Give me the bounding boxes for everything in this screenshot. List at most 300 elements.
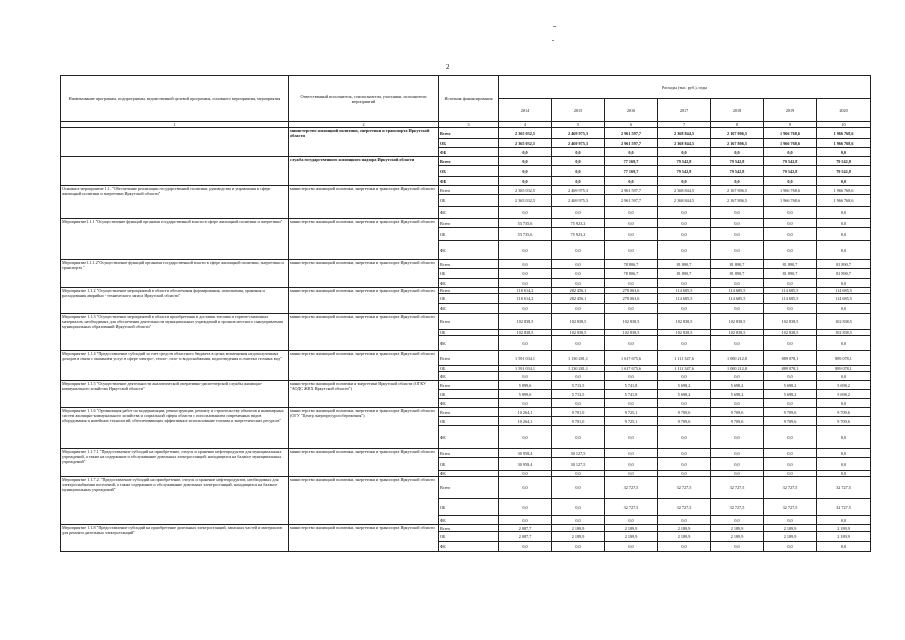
expense-value: 0,0 <box>658 241 711 260</box>
funding-source: ФБ <box>439 241 499 260</box>
expense-value: 0,0 <box>499 471 552 477</box>
expense-value: 0,0 <box>711 207 764 219</box>
expense-value: 102 838,5 <box>764 330 817 336</box>
expense-value: 102 838,5 <box>711 314 764 330</box>
column-number: 2 <box>289 122 439 128</box>
expense-value: 114 685,5 <box>711 294 764 304</box>
page-number: 2 <box>446 63 450 71</box>
expense-value: 10 264,1 <box>499 417 552 426</box>
expense-value: 0,0 <box>499 148 552 157</box>
expense-value: 0,0 <box>499 499 552 516</box>
header-year: 2017 <box>658 99 711 122</box>
expense-value: 0,0 <box>711 241 764 260</box>
table-row <box>61 157 871 166</box>
executor: министерство жилищной политики, энергетики и транспорта Иркутской области <box>289 477 439 525</box>
expense-value: 0,0 <box>552 177 605 186</box>
funding-source: ОБ <box>439 499 499 516</box>
table-row <box>61 381 871 390</box>
expense-value: 81 890,7 <box>764 269 817 279</box>
expense-value: 0,0 <box>764 516 817 525</box>
expense-value: 5 713,5 <box>552 390 605 399</box>
expense-value: 5 899,6 <box>499 390 552 399</box>
expense-value: 114 685,5 <box>711 288 764 294</box>
activity-name: Мероприятие 1.1.4 "Предоставление субсидий за счет средств областного бюджета в целях возмещения недополученных доходов в связи с оказанием услуг в сфере электро-, тепло-, газо- и водоснабжения, водоотведения и очистки сточных вод" <box>61 351 289 381</box>
expense-value: 102 838,5 <box>817 314 871 330</box>
expense-value: 78 806,7 <box>605 269 658 279</box>
expense-value: 0,0 <box>499 157 552 166</box>
expense-value: 2 189,9 <box>552 525 605 532</box>
expense-value: 0,0 <box>605 219 658 228</box>
expense-value: 102 838,5 <box>499 314 552 330</box>
expense-value: 5 698,2 <box>817 390 871 399</box>
expense-value: 0,0 <box>499 207 552 219</box>
expense-value: 2 189,9 <box>711 525 764 532</box>
expense-value: 102 838,5 <box>552 330 605 336</box>
header-executor-col: Ответственный исполнитель, соисполнители, участники, исполнители мероприятий <box>289 76 439 122</box>
expense-value: 0,0 <box>499 304 552 314</box>
expense-value: 32 727,5 <box>817 477 871 499</box>
expense-value: 889 078,1 <box>817 366 871 372</box>
funding-source: ФБ <box>439 426 499 449</box>
expense-value: 0,0 <box>658 148 711 157</box>
expense-value: 102 838,5 <box>658 314 711 330</box>
table-row <box>61 525 871 532</box>
expense-value: 2 469 975,3 <box>552 186 605 195</box>
expense-value: 0,0 <box>605 177 658 186</box>
budget-table-container <box>60 75 870 552</box>
expense-value: 1 966 768,6 <box>817 128 871 139</box>
expense-value: 9 709,6 <box>658 408 711 417</box>
expense-value: 0,0 <box>605 372 658 381</box>
expense-value: 5 741,8 <box>605 381 658 390</box>
funding-source: ОБ <box>439 417 499 426</box>
expense-value: 2 368 844,5 <box>658 186 711 195</box>
expense-value: 0,0 <box>764 177 817 186</box>
table-row <box>61 260 871 269</box>
expense-value: 79 542,8 <box>711 157 764 166</box>
expense-value: 81 890,7 <box>764 260 817 269</box>
expense-value: 79 542,8 <box>764 166 817 177</box>
column-number: 1 <box>61 122 289 128</box>
funding-source: ОБ <box>439 458 499 471</box>
expense-value: 2 368 844,5 <box>658 128 711 139</box>
activity-name: Мероприятие 1.1.8 "Предоставление субсидий на приобретение дизельных электростанций, запасных частей и материалов для ремонта дизельных электростанций" <box>61 525 289 552</box>
funding-source: ОБ <box>439 269 499 279</box>
executor: министерство жилищной политики, энергетики и транспорта Иркутской области <box>289 525 439 552</box>
expense-value: 32 727,5 <box>658 477 711 499</box>
executor: министерство жилищной политики, энергетики и транспорта Иркутской области <box>289 288 439 314</box>
funding-source: Всего <box>439 381 499 390</box>
expense-value: 0,0 <box>764 241 817 260</box>
expense-value: 81 890,7 <box>711 269 764 279</box>
expense-value: 1 966 768,6 <box>764 139 817 148</box>
header-year: 2015 <box>552 99 605 122</box>
activity-name <box>61 157 289 186</box>
expense-value: 0,0 <box>764 148 817 157</box>
table-row <box>61 408 871 417</box>
funding-source: ОБ <box>439 366 499 372</box>
expense-value: 0,0 <box>817 279 871 288</box>
expense-value: 9 709,6 <box>764 417 817 426</box>
expense-value: 5 698,2 <box>711 381 764 390</box>
expense-value: 889 078,1 <box>764 366 817 372</box>
expense-value: 2 189,9 <box>658 525 711 532</box>
expense-value: 2 189,9 <box>711 532 764 542</box>
expense-value: 0,0 <box>552 269 605 279</box>
expense-value: 2 365 032,5 <box>499 186 552 195</box>
expense-value: 102 838,5 <box>499 330 552 336</box>
table-row <box>61 351 871 366</box>
expense-value: 0,0 <box>605 279 658 288</box>
expense-value: 0,0 <box>817 542 871 552</box>
funding-source: Всего <box>439 260 499 269</box>
expense-value: 0,0 <box>658 458 711 471</box>
funding-source: ФБ <box>439 177 499 186</box>
funding-source: ОБ <box>439 139 499 148</box>
expense-value: 102 838,5 <box>605 330 658 336</box>
expense-value: 81 890,7 <box>658 269 711 279</box>
funding-source: ФБ <box>439 471 499 477</box>
budget-table <box>60 75 871 552</box>
table-row <box>61 477 871 499</box>
expense-value: 2 365 032,5 <box>499 128 552 139</box>
funding-source: ОБ <box>439 195 499 207</box>
expense-value: 0,0 <box>499 426 552 449</box>
expense-value: 2 189,9 <box>658 532 711 542</box>
expense-value: 0,0 <box>817 207 871 219</box>
expense-value: 30 127,5 <box>552 458 605 471</box>
expense-value: 32 727,5 <box>764 499 817 516</box>
expense-value: 0,0 <box>552 471 605 477</box>
expense-value: 0,0 <box>605 399 658 408</box>
expense-value: 0,0 <box>499 516 552 525</box>
expense-value: 1 130 281,1 <box>552 351 605 366</box>
expense-value: 0,0 <box>499 477 552 499</box>
expense-value: 282 456,1 <box>552 294 605 304</box>
expense-value: 0,0 <box>764 219 817 228</box>
table-row <box>61 219 871 228</box>
expense-value: 77 169,7 <box>605 157 658 166</box>
expense-value: 0,0 <box>764 279 817 288</box>
expense-value: 2 189,9 <box>552 532 605 542</box>
expense-value: 0,0 <box>817 148 871 157</box>
expense-value: 889 078,1 <box>817 351 871 366</box>
expense-value: 0,0 <box>817 471 871 477</box>
expense-value: 0,0 <box>658 399 711 408</box>
expense-value: 278 063,6 <box>605 288 658 294</box>
expense-value: 0,0 <box>817 219 871 228</box>
expense-value: 2 167 806,5 <box>711 186 764 195</box>
expense-value: 1 617 675,6 <box>605 351 658 366</box>
expense-value: 0,0 <box>711 148 764 157</box>
executor: министерство жилищной политики, энергетики и транспорта Иркутской области <box>289 449 439 477</box>
table-row <box>61 186 871 195</box>
expense-value: 5 899,6 <box>499 381 552 390</box>
expense-value: 0,0 <box>764 228 817 241</box>
expense-value: 0,0 <box>817 177 871 186</box>
funding-source: Всего <box>439 219 499 228</box>
expense-value: 32 727,5 <box>764 477 817 499</box>
expense-value: 81 890,7 <box>817 269 871 279</box>
expense-value: 0,0 <box>764 399 817 408</box>
expense-value: 5 698,2 <box>817 381 871 390</box>
expense-value: 0,0 <box>658 207 711 219</box>
expense-value: 0,0 <box>711 458 764 471</box>
expense-value: 0,0 <box>605 542 658 552</box>
expense-value: 118 614,2 <box>499 294 552 304</box>
expense-value: 0,0 <box>711 177 764 186</box>
expense-value: 114 685,5 <box>817 294 871 304</box>
expense-value: 0,0 <box>658 542 711 552</box>
expense-value: 0,0 <box>711 449 764 458</box>
scan-speck <box>552 40 554 41</box>
funding-source: ОБ <box>439 294 499 304</box>
header-year: 2018 <box>711 99 764 122</box>
expense-value: 1 966 768,6 <box>817 186 871 195</box>
expense-value: 0,0 <box>764 542 817 552</box>
expense-value: 32 727,5 <box>711 499 764 516</box>
column-number: 3 <box>439 122 499 128</box>
column-number: 4 <box>499 122 552 128</box>
expense-value: 278 063,6 <box>605 294 658 304</box>
activity-name <box>61 128 289 157</box>
expense-value: 2 365 032,5 <box>499 195 552 207</box>
expense-value: 9 709,6 <box>711 408 764 417</box>
expense-value: 9 701,0 <box>552 408 605 417</box>
expense-value: 0,0 <box>711 304 764 314</box>
expense-value: 0,0 <box>499 177 552 186</box>
expense-value: 2 189,9 <box>605 525 658 532</box>
expense-value: 0,0 <box>711 372 764 381</box>
expense-value: 0,0 <box>711 399 764 408</box>
expense-value: 0,0 <box>605 207 658 219</box>
expense-value: 5 698,2 <box>711 390 764 399</box>
expense-value: 0,0 <box>711 228 764 241</box>
expense-value: 114 685,5 <box>658 294 711 304</box>
expense-value: 0,0 <box>658 177 711 186</box>
expense-value: 0,0 <box>552 516 605 525</box>
expense-value: 114 685,5 <box>658 288 711 294</box>
expense-value: 118 614,2 <box>499 288 552 294</box>
expense-value: 0,0 <box>552 304 605 314</box>
expense-value: 2 167 806,5 <box>711 128 764 139</box>
expense-value: 0,0 <box>605 228 658 241</box>
table-row <box>61 314 871 330</box>
expense-value: 0,0 <box>552 372 605 381</box>
expense-value: 0,0 <box>552 336 605 351</box>
expense-value: 0,0 <box>658 219 711 228</box>
expense-value: 0,0 <box>711 542 764 552</box>
expense-value: 1 966 768,6 <box>764 128 817 139</box>
funding-source: Всего <box>439 477 499 499</box>
expense-value: 1 000 212,8 <box>711 351 764 366</box>
column-number: 7 <box>658 122 711 128</box>
expense-value: 0,0 <box>764 426 817 449</box>
expense-value: 0,0 <box>552 542 605 552</box>
expense-value: 79 542,8 <box>817 166 871 177</box>
expense-value: 0,0 <box>552 148 605 157</box>
expense-value: 75 923,2 <box>552 219 605 228</box>
header-year: 2019 <box>764 99 817 122</box>
funding-source: ФБ <box>439 516 499 525</box>
expense-value: 0,0 <box>711 471 764 477</box>
expense-value: 102 838,5 <box>817 330 871 336</box>
activity-name: Мероприятие 1.1.3 "Осуществление мероприятий в области приобретения и доставки топлива и горюче-смазочных материалов, необходимых для обеспечения деятельности муниципальных учреждений и органов местного самоуправления муниципальных образований Иркутской области" <box>61 314 289 351</box>
expense-value: 5 698,2 <box>658 381 711 390</box>
header-name-col: Наименование программы, подпрограммы, ведомственной целевой программы, основного мероприятия, мероприятия <box>61 76 289 122</box>
activity-name: Мероприятие 1.1.2 "Осуществление мероприятий в области обеспечения формирования, пополнения, хранения и расходования аварийно - технического запаса Иркутской области" <box>61 288 289 314</box>
expense-value: 102 838,5 <box>552 314 605 330</box>
funding-source: ФБ <box>439 304 499 314</box>
header-expenses: Расходы (тыс. руб.), годы <box>499 76 871 99</box>
expense-value: 0,0 <box>764 471 817 477</box>
expense-value: 0,0 <box>552 241 605 260</box>
expense-value: 0,0 <box>499 279 552 288</box>
funding-source: ФБ <box>439 207 499 219</box>
expense-value: 0,0 <box>658 471 711 477</box>
expense-value: 0,0 <box>552 166 605 177</box>
expense-value: 32 727,5 <box>605 499 658 516</box>
expense-value: 0,0 <box>764 458 817 471</box>
expense-value: 0,0 <box>711 279 764 288</box>
expense-value: 32 727,5 <box>817 499 871 516</box>
expense-value: 81 890,7 <box>711 260 764 269</box>
expense-value: 9 701,0 <box>552 417 605 426</box>
expense-value: 1 591 034,1 <box>499 351 552 366</box>
funding-source: ФБ <box>439 372 499 381</box>
expense-value: 0,0 <box>711 426 764 449</box>
expense-value: 10 264,1 <box>499 408 552 417</box>
executor: служба государственного жилищного надзора Иркутской области <box>289 157 439 186</box>
expense-value: 79 542,8 <box>711 166 764 177</box>
expense-value: 0,0 <box>605 304 658 314</box>
expense-value: 1 966 768,6 <box>817 195 871 207</box>
executor: министерство жилищной политики и энергетики Иркутской области (ОГКУ "АОДС ЖКХ Иркутской области") <box>289 381 439 408</box>
activity-name: Мероприятие 1.1.5 "Осуществление деятельности аналитической оперативно-диспетчерской службы жилищно-коммунального хозяйства Иркутской области" <box>61 381 289 408</box>
expense-value: 0,0 <box>817 372 871 381</box>
expense-value: 282 456,1 <box>552 288 605 294</box>
expense-value: 79 542,8 <box>764 157 817 166</box>
expense-value: 9 709,6 <box>711 417 764 426</box>
expense-value: 2 087,7 <box>499 532 552 542</box>
expense-value: 1 617 675,6 <box>605 366 658 372</box>
expense-value: 0,0 <box>552 477 605 499</box>
expense-value: 2 167 806,5 <box>711 195 764 207</box>
expense-value: 30 127,5 <box>552 449 605 458</box>
expense-value: 0,0 <box>764 336 817 351</box>
expense-value: 9 709,6 <box>817 408 871 417</box>
header-source-col: Источник финансирования <box>439 76 499 122</box>
expense-value: 0,0 <box>817 336 871 351</box>
expense-value: 0,0 <box>605 336 658 351</box>
expense-value: 0,0 <box>499 542 552 552</box>
expense-value: 0,0 <box>711 516 764 525</box>
expense-value: 0,0 <box>552 499 605 516</box>
expense-value: 2 189,9 <box>605 532 658 542</box>
expense-value: 0,0 <box>499 166 552 177</box>
activity-name: Мероприятие 1.1.7.2. "Предоставление субсидий на приобретение, отпуск и хранение нефтепродуктов, необходимых для электроснабжения поселений, а также содержание и обслуживание дизельных электростанций, находящихся на балансе муниципальных учреждений" <box>61 477 289 525</box>
expense-value: 0,0 <box>817 304 871 314</box>
funding-source: Всего <box>439 408 499 417</box>
funding-source: Всего <box>439 157 499 166</box>
expense-value: 81 890,7 <box>658 260 711 269</box>
expense-value: 0,0 <box>658 228 711 241</box>
expense-value: 0,0 <box>605 426 658 449</box>
expense-value: 0,0 <box>817 241 871 260</box>
expense-value: 0,0 <box>499 399 552 408</box>
table-row <box>61 128 871 139</box>
expense-value: 0,0 <box>658 304 711 314</box>
expense-value: 2 961 597,7 <box>605 139 658 148</box>
header-year: 2016 <box>605 99 658 122</box>
expense-value: 0,0 <box>817 426 871 449</box>
funding-source: ОБ <box>439 390 499 399</box>
expense-value: 0,0 <box>658 516 711 525</box>
executor: министерство жилищной политики, энергетики и транспорта Иркутской области <box>289 314 439 351</box>
expense-value: 0,0 <box>552 260 605 269</box>
expense-value: 53 735,6 <box>499 228 552 241</box>
expense-value: 0,0 <box>552 279 605 288</box>
funding-source: ОБ <box>439 330 499 336</box>
expense-value: 2 469 975,3 <box>552 128 605 139</box>
expense-value: 102 838,5 <box>764 314 817 330</box>
expense-value: 30 958,4 <box>499 458 552 471</box>
table-body <box>61 128 871 552</box>
funding-source: Всего <box>439 351 499 366</box>
funding-source: Всего <box>439 128 499 139</box>
expense-value: 9 725,1 <box>605 417 658 426</box>
expense-value: 102 838,5 <box>658 330 711 336</box>
expense-value: 5 698,2 <box>764 381 817 390</box>
column-number: 6 <box>605 122 658 128</box>
expense-value: 2 189,9 <box>764 532 817 542</box>
expense-value: 2 961 597,7 <box>605 186 658 195</box>
expense-value: 81 890,7 <box>817 260 871 269</box>
expense-value: 1 130 281,1 <box>552 366 605 372</box>
expense-value: 0,0 <box>817 516 871 525</box>
expense-value: 1 000 212,8 <box>711 366 764 372</box>
executor: министерство жилищной политики, энергетики и транспорта Иркутской области <box>289 219 439 260</box>
expense-value: 2 189,9 <box>764 525 817 532</box>
expense-value: 9 709,6 <box>658 417 711 426</box>
expense-value: 79 542,8 <box>658 166 711 177</box>
executor: министерство жилищной политики, энергетики и транспорта Иркутской области <box>289 128 439 157</box>
expense-value: 0,0 <box>499 372 552 381</box>
scan-speck <box>553 26 556 27</box>
expense-value: 2 469 975,3 <box>552 139 605 148</box>
expense-value: 0,0 <box>605 458 658 471</box>
expense-value: 0,0 <box>658 372 711 381</box>
expense-value: 2 167 806,5 <box>711 139 764 148</box>
expense-value: 0,0 <box>658 426 711 449</box>
executor: министерство жилищной политики, энергетики и транспорта Иркутской области <box>289 186 439 219</box>
expense-value: 9 709,6 <box>764 408 817 417</box>
column-number: 5 <box>552 122 605 128</box>
expense-value: 0,0 <box>499 260 552 269</box>
expense-value: 0,0 <box>764 207 817 219</box>
funding-source: ОБ <box>439 228 499 241</box>
expense-value: 0,0 <box>658 279 711 288</box>
expense-value: 78 806,7 <box>605 260 658 269</box>
expense-value: 5 713,5 <box>552 381 605 390</box>
activity-name: Мероприятие1.1.1.2"Осуществление функций органами государственной власти в сфере жилищной политики, энергетики и транспорта " <box>61 260 289 288</box>
funding-source: ФБ <box>439 336 499 351</box>
expense-value: 5 698,2 <box>764 390 817 399</box>
expense-value: 114 685,5 <box>764 294 817 304</box>
funding-source: Всего <box>439 314 499 330</box>
funding-source: ФБ <box>439 148 499 157</box>
table-row <box>61 449 871 458</box>
